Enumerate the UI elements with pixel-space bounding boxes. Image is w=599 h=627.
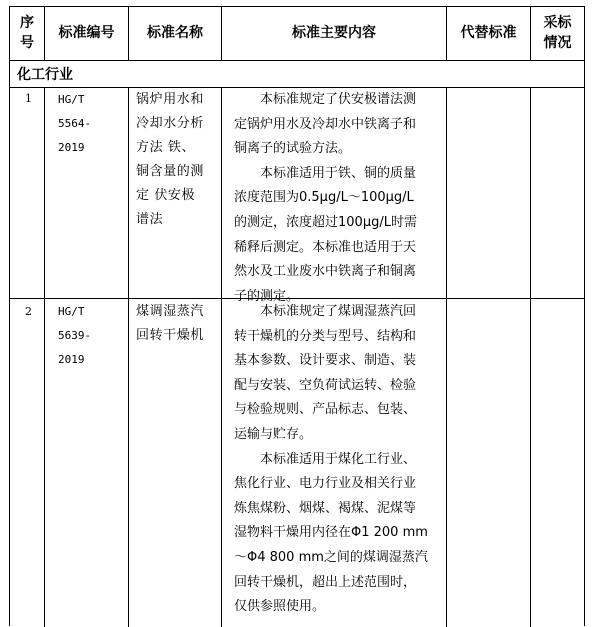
row-code-line: 5639- — [58, 329, 92, 342]
row-content-line: 仅供参照使用。 — [234, 599, 326, 615]
row-content-line: 浓度范围为0.5μg/L～100μg/L — [234, 190, 414, 206]
standards-table — [9, 6, 585, 626]
row-code — [58, 300, 122, 372]
row-content-line: 焦化行业、电力行业及相关行业 — [234, 476, 417, 492]
row-name-line: 方法 铁、 — [136, 140, 196, 155]
row-name-line: 煤调湿蒸汽 — [136, 304, 205, 319]
row-content-line: ～Φ4 800 mm之间的煤调湿蒸汽 — [234, 549, 428, 565]
row-content-line: 本标准规定了伏安极谱法测 — [234, 92, 417, 107]
row-content-line: 本标准规定了煤调湿蒸汽回 — [234, 304, 417, 319]
header-code: 标准编号 — [58, 25, 115, 41]
col-divider — [44, 87, 45, 627]
header-rule — [9, 60, 585, 61]
row-code — [58, 88, 122, 160]
header-content: 标准主要内容 — [292, 25, 376, 41]
row-name — [136, 300, 214, 348]
row-content-line: 本标准适用于煤化工行业、 — [234, 451, 417, 467]
row-content-line: 然水及工业废水中铁离子和铜离 — [234, 264, 417, 280]
row-name — [136, 88, 214, 232]
row-name-line: 锅炉用水和 — [136, 92, 205, 107]
row-content-line: 运输与贮存。 — [234, 426, 313, 442]
row-code-line: HG/T — [58, 305, 85, 318]
row-code-line: 5564- — [58, 117, 92, 130]
header-seq-line1: 序 — [20, 15, 34, 31]
section-title: 化工行业 — [17, 67, 73, 83]
col-divider — [128, 87, 129, 627]
col-divider — [446, 87, 447, 627]
row-content-line: 定锅炉用水及冷却水中铁离子和 — [234, 116, 417, 132]
row-name-line: 回转干燥机 — [136, 328, 205, 343]
row-code-line: 2019 — [58, 353, 85, 366]
row-seq: 2 — [25, 305, 32, 318]
row-name-line: 铜含量的测 — [136, 164, 205, 179]
row-code-line: HG/T — [58, 93, 85, 106]
col-divider — [221, 87, 222, 627]
row-content — [234, 300, 434, 620]
row-content-line: 炼焦煤粉、烟煤、褐煤、泥煤等 — [234, 500, 417, 516]
row-name-line: 谱法 — [136, 212, 164, 227]
row-content-line: 子的测定。 — [234, 288, 300, 304]
row-content-line: 的测定，浓度超过100μg/L时需 — [234, 214, 417, 230]
row-name-line: 冷却水分析 — [136, 116, 205, 131]
header-adopt — [531, 6, 584, 60]
row-name-line: 定 伏安极 — [136, 188, 196, 203]
row-content-line: 本标准适用于铁、铜的质量 — [234, 165, 417, 181]
row-seq: 1 — [25, 92, 32, 105]
header-name: 标准名称 — [147, 25, 203, 41]
row-content-line: 转干燥机的分类与型号、结构和 — [234, 328, 417, 344]
row-content-line: 基本参数、设计要求、制造、装 — [234, 353, 417, 369]
row-content-line: 回转干燥机，超出上述范围时， — [234, 574, 417, 590]
header-adopt-line2: 情况 — [543, 35, 572, 51]
table-border-left — [9, 6, 10, 626]
row-content-line: 与检验规则、产品标志、包装、 — [234, 402, 417, 418]
row-code-line: 2019 — [58, 141, 85, 154]
row-content-line: 湿物料干燥用内径在Φ1 200 mm — [234, 525, 428, 541]
header-seq — [10, 6, 44, 60]
header-seq-line2: 号 — [20, 35, 34, 51]
header-adopt-line1: 采标 — [543, 15, 572, 31]
table-border-right — [584, 6, 585, 626]
row-content — [234, 88, 434, 309]
row-content-line: 配与安装、空负荷试运转、检验 — [234, 377, 417, 393]
row-content-line: 稀释后测定。本标准也适用于天 — [234, 239, 417, 255]
row-content-line: 铜离子的试验方法。 — [234, 141, 352, 157]
col-divider — [530, 87, 531, 627]
header-replace: 代替标准 — [460, 25, 517, 41]
